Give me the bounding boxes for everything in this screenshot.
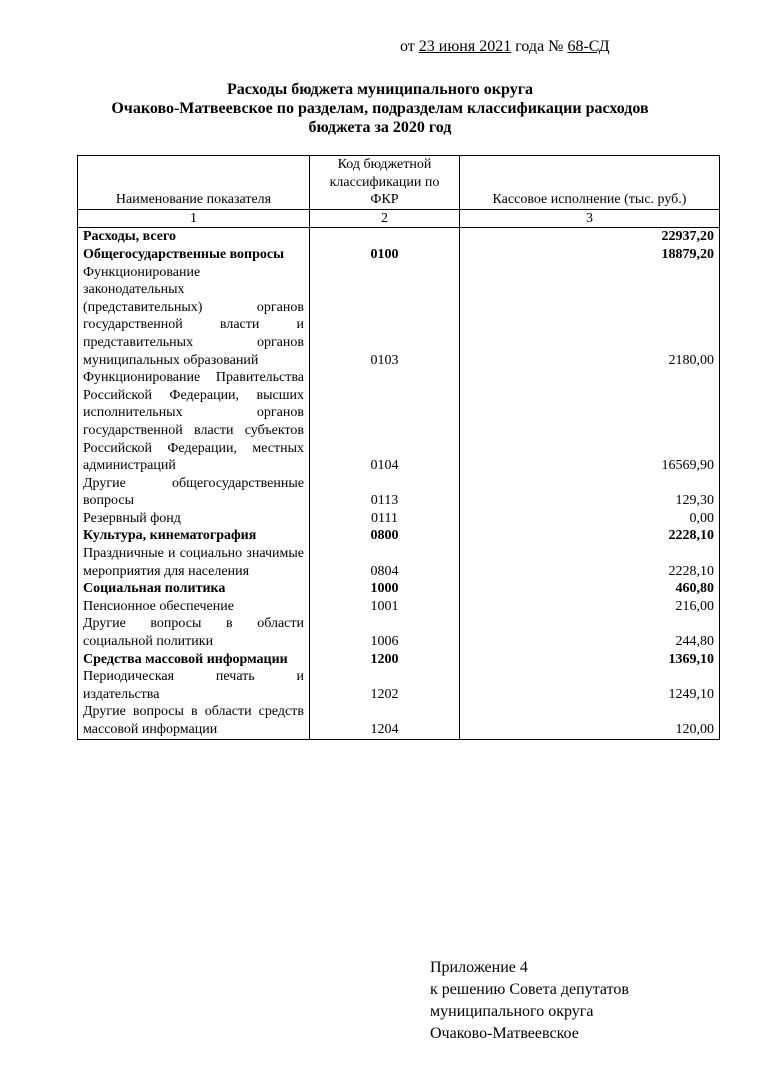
- row-value-cell: 129,30: [460, 475, 720, 510]
- row-value-cell: 1249,10: [460, 668, 720, 703]
- row-name-cell: Другие вопросы в области социальной политики: [78, 615, 310, 650]
- row-code-cell: 1204: [310, 703, 460, 739]
- row-code-cell: 0800: [310, 527, 460, 545]
- document-title: [60, 80, 700, 137]
- row-name-cell: Другие вопросы в области средств массовой информации: [78, 703, 310, 739]
- appendix-note: [430, 957, 730, 1045]
- appendix-line-4: Очаково-Матвеевское: [430, 1025, 579, 1042]
- row-code-cell: 1200: [310, 651, 460, 669]
- row-name-cell: Праздничные и социально значимые мероприятия для населения: [78, 545, 310, 580]
- row-name-cell: Общегосударственные вопросы: [78, 246, 310, 264]
- row-value-cell: 460,80: [460, 580, 720, 598]
- table-row: [78, 615, 720, 650]
- row-code-cell: 0111: [310, 510, 460, 528]
- row-value-cell: 18879,20: [460, 246, 720, 264]
- table-row: [78, 545, 720, 580]
- column-header-code: Код бюджетной классификации по ФКР: [310, 156, 460, 210]
- row-value-cell: 16569,90: [460, 369, 720, 475]
- row-name-cell: Функционирование Правительства Российской Федерации, высших исполнительных органов государственной власти субъектов Российской Федерации, местных администраций: [78, 369, 310, 475]
- row-value-cell: 2228,10: [460, 527, 720, 545]
- title-line-1: Расходы бюджета муниципального округа: [227, 81, 533, 98]
- row-code-cell: 0104: [310, 369, 460, 475]
- ref-date: 23 июня 2021: [418, 38, 512, 55]
- row-value-cell: 216,00: [460, 598, 720, 616]
- table-row: [78, 264, 720, 370]
- row-value-cell: 2228,10: [460, 545, 720, 580]
- row-name-cell: Резервный фонд: [78, 510, 310, 528]
- table-row: [78, 510, 720, 528]
- column-number-3: 3: [460, 209, 720, 228]
- budget-table: [77, 155, 720, 740]
- column-number-row: [78, 209, 720, 228]
- table-row: [78, 598, 720, 616]
- document-reference: [400, 38, 700, 56]
- table-row: [78, 703, 720, 739]
- row-code-cell: 1001: [310, 598, 460, 616]
- table-row: [78, 228, 720, 246]
- table-row: [78, 246, 720, 264]
- row-code-cell: [310, 228, 460, 246]
- row-value-cell: 1369,10: [460, 651, 720, 669]
- table-row: [78, 668, 720, 703]
- row-name-cell: Пенсионное обеспечение: [78, 598, 310, 616]
- ref-middle: года №: [515, 38, 564, 55]
- row-value-cell: 22937,20: [460, 228, 720, 246]
- column-header-name: Наименование показателя: [78, 156, 310, 210]
- row-code-cell: 1202: [310, 668, 460, 703]
- row-value-cell: 120,00: [460, 703, 720, 739]
- table-row: [78, 580, 720, 598]
- table-header-row: [78, 156, 720, 210]
- row-code-cell: 1000: [310, 580, 460, 598]
- title-line-2: Очаково-Матвеевское по разделам, подразделам классификации расходов: [111, 100, 649, 117]
- appendix-line-2: к решению Совета депутатов: [430, 981, 629, 998]
- appendix-line-1: Приложение 4: [430, 959, 528, 976]
- table-row: [78, 475, 720, 510]
- row-name-cell: Расходы, всего: [78, 228, 310, 246]
- table-row: [78, 651, 720, 669]
- table-body: [78, 228, 720, 739]
- row-code-cell: 0113: [310, 475, 460, 510]
- table-row: [78, 527, 720, 545]
- column-number-2: 2: [310, 209, 460, 228]
- row-name-cell: Другие общегосударственные вопросы: [78, 475, 310, 510]
- row-code-cell: 0100: [310, 246, 460, 264]
- column-header-value: Кассовое исполнение (тыс. руб.): [460, 156, 720, 210]
- row-name-cell: Средства массовой информации: [78, 651, 310, 669]
- column-number-1: 1: [78, 209, 310, 228]
- ref-prefix: от: [400, 38, 415, 55]
- row-value-cell: 0,00: [460, 510, 720, 528]
- ref-number: 68-СД: [567, 38, 610, 55]
- row-name-cell: Культура, кинематография: [78, 527, 310, 545]
- row-name-cell: Функционирование законодательных (представительных) органов государственной власти и представительных органов муниципальных образований: [78, 264, 310, 370]
- row-name-cell: Социальная политика: [78, 580, 310, 598]
- row-code-cell: 1006: [310, 615, 460, 650]
- row-code-cell: 0103: [310, 264, 460, 370]
- row-name-cell: Периодическая печать и издательства: [78, 668, 310, 703]
- table-row: [78, 369, 720, 475]
- row-value-cell: 244,80: [460, 615, 720, 650]
- title-line-3: бюджета за 2020 год: [308, 119, 452, 136]
- row-value-cell: 2180,00: [460, 264, 720, 370]
- row-code-cell: 0804: [310, 545, 460, 580]
- appendix-line-3: муниципального округа: [430, 1003, 594, 1020]
